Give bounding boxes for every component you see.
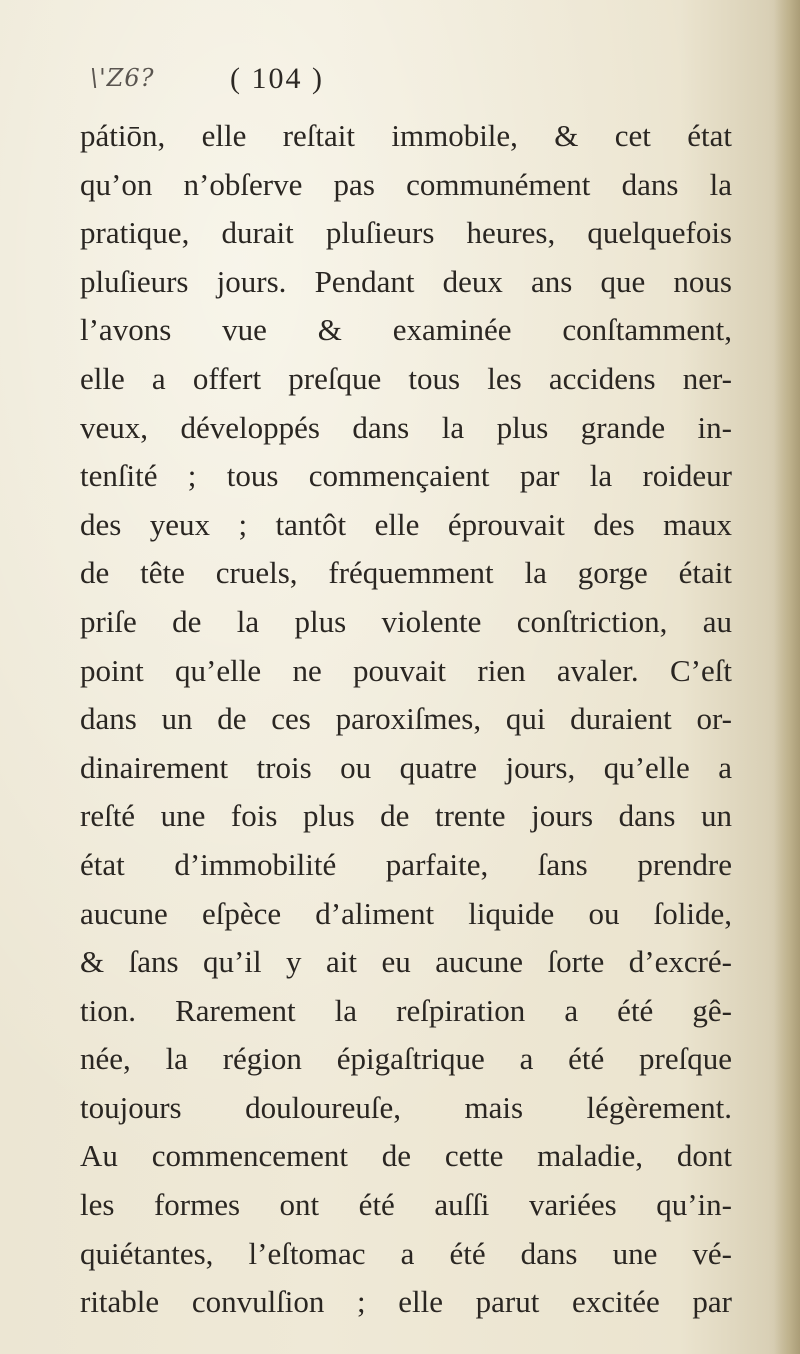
text-line: quiétantes, l’eſtomac a été dans une vé- [80, 1235, 732, 1271]
text-line: pátiōn, elle reſtait immobile, & cet état [80, 118, 732, 153]
page-number: ( 104 ) [230, 62, 324, 95]
body-text [80, 112, 732, 1327]
text-line: Au commencement de cette maladie, dont [80, 1138, 732, 1174]
text-line: toujours douloureuſe, mais légèrement. [80, 1089, 732, 1125]
text-line: veux, développés dans la plus grande in- [80, 409, 732, 445]
manuscript-annotation: \'Z6? [90, 64, 155, 92]
text-line: née, la région épigaſtrique a été preſque [80, 1041, 732, 1077]
page-edge-shadow [774, 0, 800, 1354]
text-line: ritable convulſion ; elle parut excitée par [80, 1284, 732, 1320]
text-line: pratique, durait pluſieurs heures, quelquefois [80, 215, 732, 251]
text-line: tion. Rarement la reſpiration a été gê- [80, 992, 732, 1028]
text-line: l’avons vue & examinée conſtamment, [80, 312, 732, 348]
text-line: dans un de ces paroxiſmes, qui duraient or- [80, 701, 732, 737]
text-line: reſté une fois plus de trente jours dans un [80, 798, 732, 834]
text-line: priſe de la plus violente conſtriction, au [80, 603, 732, 639]
text-line: état d’immobilité parfaite, ſans prendre [80, 846, 732, 882]
text-line: les formes ont été auſſi variées qu’in- [80, 1187, 732, 1223]
text-line: aucune eſpèce d’aliment liquide ou ſolide, [80, 895, 732, 931]
page-header [90, 62, 690, 102]
text-line: elle a offert preſque tous les accidens ner- [80, 360, 732, 396]
text-line: point qu’elle ne pouvait rien avaler. C’eſt [80, 652, 732, 688]
text-line: tenſité ; tous commençaient par la roideur [80, 458, 732, 494]
text-line: dinairement trois ou quatre jours, qu’elle a [80, 749, 732, 785]
text-line: qu’on n’obſerve pas communément dans la [80, 166, 732, 202]
text-line: de tête cruels, fréquemment la gorge était [80, 555, 732, 591]
text-line: des yeux ; tantôt elle éprouvait des maux [80, 506, 732, 542]
text-line: pluſieurs jours. Pendant deux ans que nous [80, 263, 732, 299]
text-line: & ſans qu’il y ait eu aucune ſorte d’excré- [80, 944, 732, 980]
